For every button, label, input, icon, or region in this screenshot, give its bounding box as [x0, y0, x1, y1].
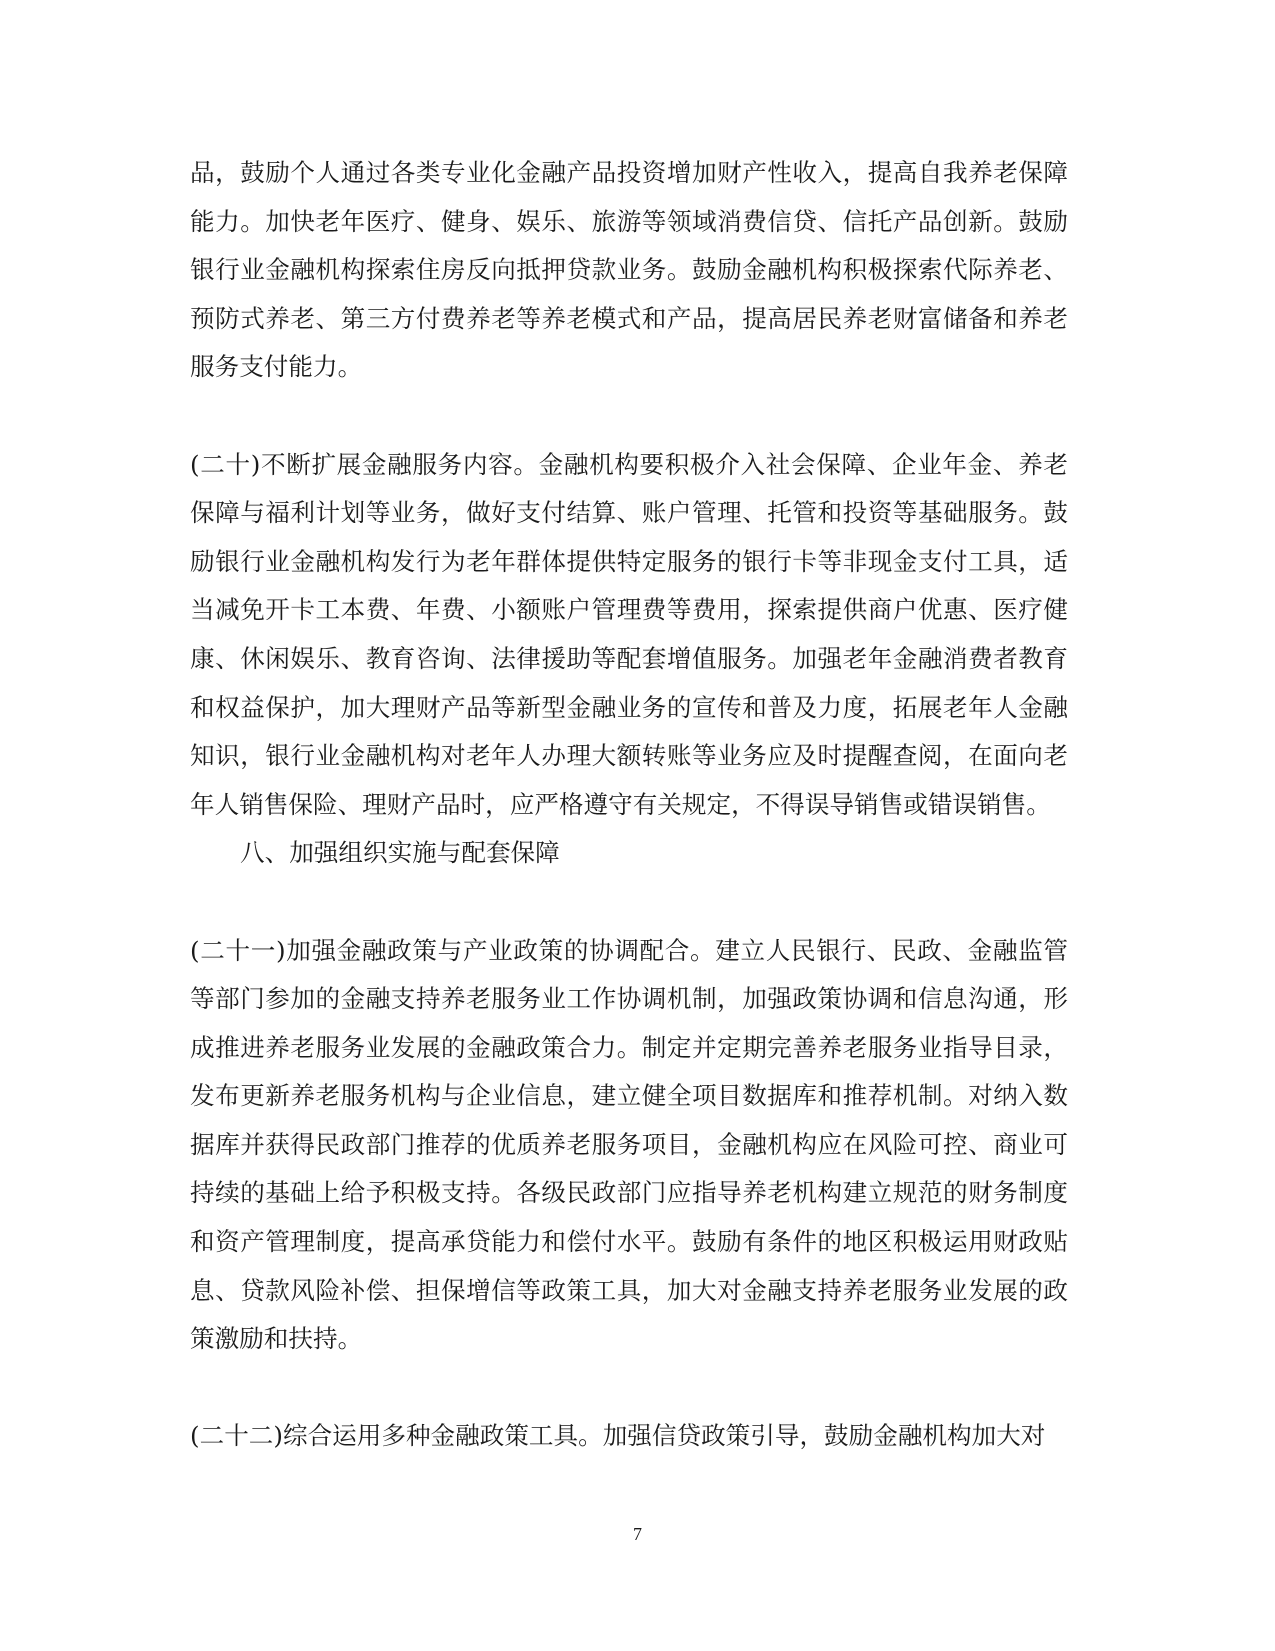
paragraph-item-22: (二十二)综合运用多种金融政策工具。加强信贷政策引导，鼓励金融机构加大对	[190, 1421, 1046, 1451]
page-number: 7	[633, 1524, 642, 1544]
paragraph-gap	[190, 392, 1068, 441]
paragraph-gap	[190, 1364, 1068, 1413]
paragraph-continuation: 品，鼓励个人通过各类专业化金融产品投资增加财产性收入，提高自我养老保障能力。加快老年医疗、健身、娱乐、旅游等领域消费信贷、信托产品创新。鼓励银行业金融机构探索住房反向抵押贷款业务。鼓励金融机构积极探索代际养老、预防式养老、第三方付费养老等养老模式和产品，提高居民养老财富储备和养老服务支付能力。	[190, 158, 1068, 382]
section-heading-8: 八、加强组织实施与配套保障	[240, 838, 560, 868]
paragraph-item-21: (二十一)加强金融政策与产业政策的协调配合。建立人民银行、民政、金融监管等部门参加的金融支持养老服务业工作协调机制，加强政策协调和信息沟通，形成推进养老服务业发展的金融政策合力。制定并定期完善养老服务业指导目录，发布更新养老服务机构与企业信息，建立健全项目数据库和推荐机制。对纳入数据库并获得民政部门推荐的优质养老服务项目，金融机构应在风险可控、商业可持续的基础上给予积极支持。各级民政部门应指导养老机构建立规范的财务制度和资产管理制度，提高承贷能力和偿付水平。鼓励有条件的地区积极运用财政贴息、贷款风险补偿、担保增信等政策工具，加大对金融支持养老服务业发展的政策激励和扶持。	[190, 935, 1068, 1354]
paragraph-gap	[190, 878, 1068, 927]
document-body	[190, 149, 1068, 1461]
paragraph-item-20: (二十)不断扩展金融服务内容。金融机构要积极介入社会保障、企业年金、养老保障与福利计划等业务，做好支付结算、账户管理、托管和投资等基础服务。鼓励银行业金融机构发行为老年群体提供特定服务的银行卡等非现金支付工具，适当减免开卡工本费、年费、小额账户管理费等费用，探索提供商户优惠、医疗健康、休闲娱乐、教育咨询、法律援助等配套增值服务。加强老年金融消费者教育和权益保护，加大理财产品等新型金融业务的宣传和普及力度，拓展老年人金融知识，银行业金融机构对老年人办理大额转账等业务应及时提醒查阅，在面向老年人销售保险、理财产品时，应严格遵守有关规定，不得误导销售或错误销售。	[190, 449, 1068, 819]
